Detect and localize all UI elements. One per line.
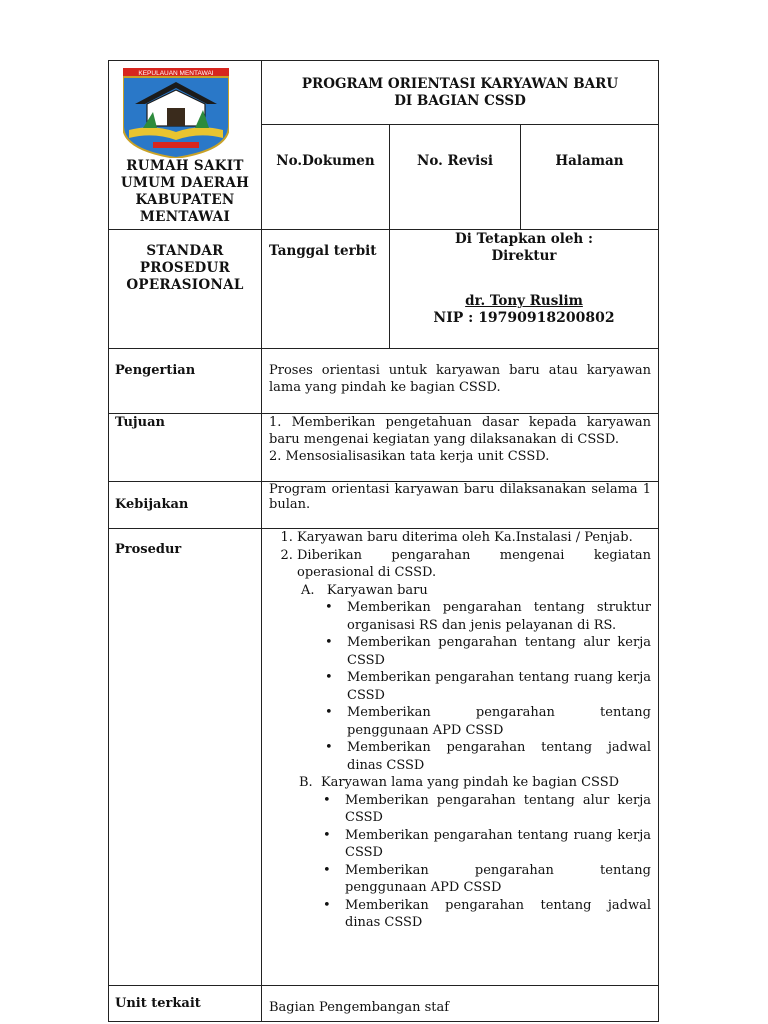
step-text: Karyawan baru diterima oleh Ka.Instalasi / Penjab. <box>297 530 633 545</box>
no-revisi-label: No. Revisi <box>390 125 521 230</box>
list-item: • Memberikan pengarahan tentang alur kerja CSSD <box>345 792 651 827</box>
prosedur-step <box>297 529 651 547</box>
sop-document <box>108 60 658 1022</box>
pengertian-label: Pengertian <box>109 349 262 414</box>
hospital-name-line: UMUM DAERAH <box>120 175 250 191</box>
list-item: • Memberikan pengarahan tentang jadwal dinas CSSD <box>345 897 651 932</box>
title-line: DI BAGIAN CSSD <box>394 93 526 109</box>
list-item: • Memberikan pengarahan tentang alur kerja CSSD <box>347 634 651 669</box>
halaman-label: Halaman <box>521 125 659 230</box>
sop-label <box>109 230 262 349</box>
group-a-title: A. Karyawan baru <box>301 582 428 598</box>
list-item: • Memberikan pengarahan tentang penggunaan APD CSSD <box>345 862 651 897</box>
document-title <box>262 61 659 125</box>
list-item: • Memberikan pengarahan tentang jadwal dinas CSSD <box>347 739 651 774</box>
unit-terkait-text: Bagian Pengembangan staf <box>262 986 659 1022</box>
regency-logo <box>109 61 261 158</box>
unit-terkait-label: Unit terkait <box>109 986 262 1022</box>
prosedur-step <box>297 547 651 932</box>
prosedur-steps <box>269 529 651 932</box>
kebijakan-label: Kebijakan <box>109 482 262 529</box>
director-name: dr. Tony Ruslim <box>465 293 583 309</box>
step-text: Diberikan pengarahan mengenai kegiatan operasional di CSSD. <box>297 547 651 580</box>
prosedur-label: Prosedur <box>109 529 262 986</box>
list-item: • Memberikan pengarahan tentang ruang kerja CSSD <box>347 669 651 704</box>
hospital-name-line: KABUPATEN <box>135 192 235 208</box>
tujuan-item: 2. Mensosialisasikan tata kerja unit CSSD. <box>269 449 550 464</box>
list-item: • Memberikan pengarahan tentang ruang kerja CSSD <box>345 827 651 862</box>
hospital-identity-cell <box>109 61 262 230</box>
tanggal-terbit-cell: Tanggal terbit <box>262 230 390 349</box>
pengertian-text: Proses orientasi untuk karyawan baru atau karyawan lama yang pindah ke bagian CSSD. <box>262 349 659 414</box>
logo-banner-text: KEPULAUAN MENTAWAI <box>138 70 214 77</box>
list-item: • Memberikan pengarahan tentang struktur organisasi RS dan jenis pelayanan di RS. <box>347 599 651 634</box>
title-line: PROGRAM ORIENTASI KARYAWAN BARU <box>301 76 619 92</box>
direktur-label: Direktur <box>491 248 557 264</box>
list-item: • Memberikan pengarahan tentang penggunaan APD CSSD <box>347 704 651 739</box>
group-a-list <box>301 599 651 774</box>
no-dokumen-label: No.Dokumen <box>262 125 390 230</box>
ditetapkan-oleh: Di Tetapkan oleh : <box>455 231 593 247</box>
tujuan-list <box>262 414 659 482</box>
kebijakan-text: Program orientasi karyawan baru dilaksanakan selama 1 bulan. <box>262 482 659 529</box>
hospital-name-line: RUMAH SAKIT <box>126 158 244 174</box>
prosedur-content <box>262 529 659 986</box>
sop-table <box>108 60 659 1022</box>
sop-label-line: PROSEDUR <box>139 260 231 276</box>
director-nip: NIP : 19790918200802 <box>433 310 615 326</box>
prosedur-groups <box>297 582 651 932</box>
approval-cell <box>390 230 659 349</box>
sop-label-line: STANDAR <box>146 243 224 259</box>
group-a <box>297 582 651 775</box>
sop-label-line: OPERASIONAL <box>126 277 244 293</box>
tujuan-item: 1. Memberikan pengetahuan dasar kepada karyawan baru mengenai kegiatan yang dilaksanakan di CSSD. <box>269 415 651 447</box>
group-b <box>295 774 651 932</box>
group-b-list <box>299 792 651 932</box>
hospital-name-line: MENTAWAI <box>139 209 231 225</box>
hospital-name <box>109 158 261 226</box>
tujuan-label: Tujuan <box>109 414 262 482</box>
group-b-title: B. Karyawan lama yang pindah ke bagian CSSD <box>299 775 620 790</box>
